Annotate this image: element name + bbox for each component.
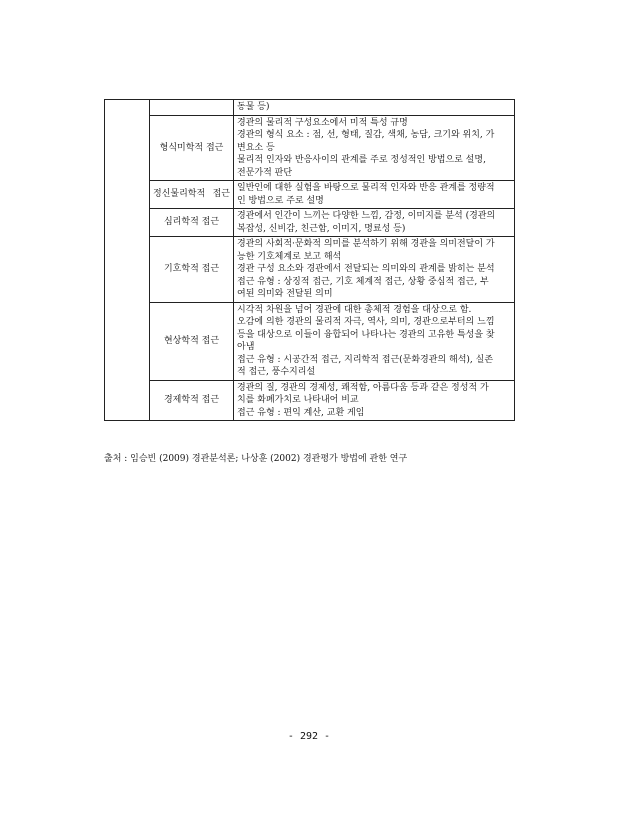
description-line: 복잡성, 신비감, 친근함, 이미지, 명료성 등)	[237, 223, 406, 234]
table-row	[105, 181, 515, 209]
description-line: 인 방법으로 주로 설명	[237, 195, 324, 206]
description-line: 물리적 인자와 반응사이의 관계를 주로 정성적인 방법으로 설명,	[237, 155, 486, 165]
source-citation: 출처 : 임승빈 (2009) 경관분석론; 나상훈 (2002) 경관평가 방법에 관한 연구	[104, 454, 408, 464]
approach-cell: 경제학적 접근	[150, 380, 234, 421]
description-line: 일반인에 대한 실험을 바탕으로 물리적 인자와 반응 관계를 정량적	[237, 183, 495, 193]
table-row	[105, 209, 515, 237]
table-row	[105, 100, 515, 116]
approach-cell: 형식미학적 접근	[150, 115, 234, 181]
description-line: 경관의 사회적·문화적 의미를 분석하기 위해 경관을 의미전달이 가	[237, 239, 495, 249]
description-cell	[234, 181, 515, 209]
table-row	[105, 380, 515, 421]
table-row	[105, 237, 515, 303]
description-line: 경관의 질, 경관의 경제성, 쾌적함, 아름다움 등과 같은 정성적 가	[237, 382, 489, 393]
description-line: 능한 기호체계로 보고 해석	[237, 251, 342, 262]
description-cell	[234, 237, 515, 303]
table-row	[105, 302, 515, 380]
description-line: 등을 대상으로 이들이 융합되어 나타나는 경관의 고유한 특성을 찾	[237, 329, 495, 340]
approach-cell: 현상학적 접근	[150, 302, 234, 380]
description-line: 여된 의미와 전달된 의미	[237, 289, 333, 299]
approach-cell: 정신물리학적 접근	[150, 181, 234, 209]
description-line: 전문가적 판단	[237, 167, 293, 178]
description-cell	[234, 100, 515, 116]
description-line: 변요소 등	[237, 142, 275, 153]
description-cell	[234, 115, 515, 181]
approach-cell: 심리학적 접근	[150, 209, 234, 237]
description-line: 경관 구성 요소와 경관에서 전달되는 의미와의 관계를 밝히는 분석	[237, 264, 495, 274]
table-row	[105, 115, 515, 181]
description-line: 적 접근, 풍수지리설	[237, 367, 316, 377]
description-line: 접근 유형 : 상징적 접근, 기호 체계적 접근, 상황 중심적 접근, 부	[237, 276, 489, 287]
description-line: 경관에서 인간이 느끼는 다양한 느낌, 감정, 이미지를 분석 (경관의	[237, 211, 496, 221]
description-line: 오감에 의한 경관의 물리적 자극, 역사, 의미, 경관으로부터의 느낌	[237, 317, 495, 327]
description-line: 치를 화폐가치로 나타내어 비교	[237, 395, 359, 405]
description-cell	[234, 209, 515, 237]
description-line: 동물 등)	[237, 102, 270, 112]
approach-cell: 기호학적 접근	[150, 237, 234, 303]
page-number: - 292 -	[287, 731, 331, 742]
category-cell	[105, 100, 150, 421]
description-line: 아냄	[237, 342, 255, 352]
approach-cell	[150, 100, 234, 116]
description-line: 시각적 차원을 넘어 경관에 대한 총체적 경험을 대상으로 함.	[237, 304, 472, 315]
description-line: 접근 유형 : 시공간적 접근, 지리학적 접근(문화경관의 해석), 실존	[237, 354, 494, 365]
description-cell	[234, 302, 515, 380]
description-line: 경관의 형식 요소 : 점, 선, 형태, 질감, 색채, 농담, 크기와 위치, 가	[237, 130, 495, 140]
description-line: 경관의 물리적 구성요소에서 미적 특성 규명	[237, 117, 408, 128]
description-line: 접근 유형 : 편익 계산, 교환 게임	[237, 407, 365, 418]
landscape-approach-table	[104, 99, 515, 421]
description-cell	[234, 380, 515, 421]
